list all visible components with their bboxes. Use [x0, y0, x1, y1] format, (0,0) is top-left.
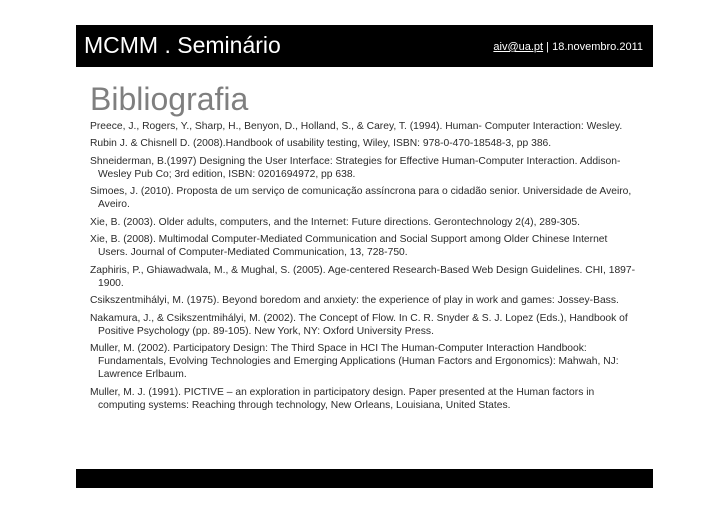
header-meta — [493, 41, 643, 54]
bibliography-item: Xie, B. (2003). Older adults, computers, and the Internet: Future directions. Gerontechnology 2(4), 289-305. — [90, 216, 580, 228]
bibliography-item: Csikszentmihályi, M. (1975). Beyond boredom and anxiety: the experience of play in work and games: Jossey-Bass. — [90, 295, 619, 307]
bibliography-item: Rubin J. & Chisnell D. (2008).Handbook of usability testing, Wiley, ISBN: 978-0-470-18548-3, pp 386. — [90, 138, 552, 150]
header-date: 18.novembro.2011 — [552, 41, 643, 53]
bibliography-item: Nakamura, J., & Csikszentmihályi, M. (2002). The Concept of Flow. In C. R. Snyder & S. J. Lopez (Eds.), Handbook of Positive Psychology (pp. 89-105). New York, NY: Oxford University Press. — [90, 312, 628, 337]
bibliography-item: Muller, M. (2002). Participatory Design: The Third Space in HCI The Human-Computer Interaction Handbook: Fundamentals, Evolving Technologies and Emerging Applications (Human Factors and Ergonomics): Mahwah, NJ: Lawrence Erlbaum. — [90, 342, 619, 381]
bibliography-item: Simoes, J. (2010). Proposta de um serviço de comunicação assíncrona para o cidadão senior. Universidade de Aveiro, Aveiro. — [90, 186, 632, 211]
bibliography-item: Shneiderman, B.(1997) Designing the User Interface: Strategies for Effective Human-Computer Interaction. Addison-Wesley Pub Co; 3rd edition, ISBN: 0201694972, pp 638. — [90, 155, 621, 180]
bibliography-item: Muller, M. J. (1991). PICTIVE – an exploration in participatory design. Paper presented at the Human factors in computing systems: Reaching through technology, New Orleans, Louisiana, United States. — [90, 386, 595, 411]
bibliography-list — [90, 120, 638, 416]
bibliography-item: Xie, B. (2008). Multimodal Computer-Mediated Communication and Social Support among Older Chinese Internet Users. Journal of Computer-Mediated Communication, 13, 728-750. — [90, 234, 608, 259]
bibliography-item: Zaphiris, P., Ghiawadwala, M., & Mughal, S. (2005). Age-centered Research-Based Web Design Guidelines. CHI, 1897-1900. — [90, 264, 636, 289]
bibliography-item: Preece, J., Rogers, Y., Sharp, H., Benyon, D., Holland, S., & Carey, T. (1994). Human- Computer Interaction: Wesley. — [90, 121, 623, 132]
page-title: Bibliografia — [90, 81, 249, 117]
email-link[interactable]: aiv@ua.pt — [493, 41, 544, 53]
footer-bar — [76, 469, 653, 488]
header-bar — [76, 25, 653, 67]
header-separator: | — [543, 41, 553, 53]
header-title: MCMM . Seminário — [84, 32, 281, 58]
